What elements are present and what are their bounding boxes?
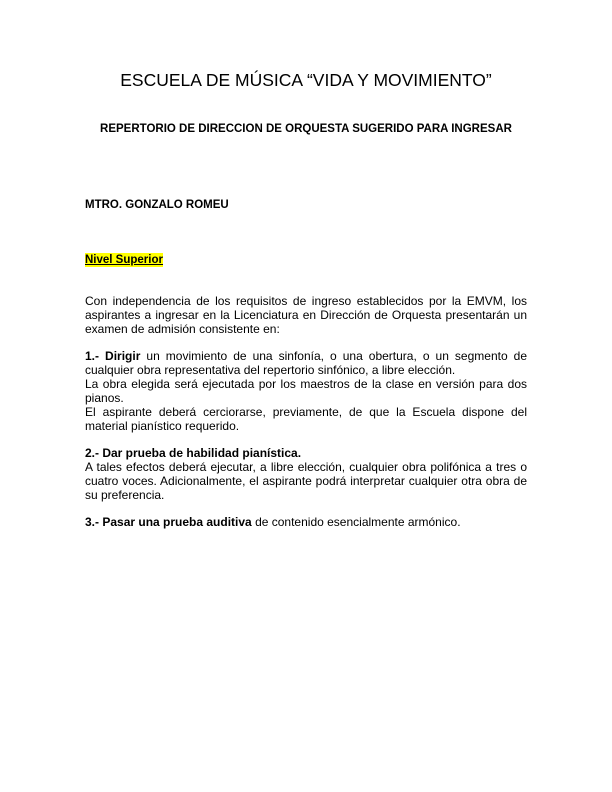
requirement-1-number: 1.- — [85, 349, 106, 363]
intro-text: Con independencia de los requisitos de ingreso establecidos por la EMVM, los aspirantes a ingresar en la Licenciatura en Dirección de Orquesta presentarán un examen de admisión consistente en: — [85, 294, 527, 336]
requirement-3-text: de contenido esencialmente armónico. — [251, 515, 461, 529]
intro-paragraph — [85, 294, 527, 336]
requirement-1-extra-2: El aspirante deberá cerciorarse, previamente, de que la Escuela dispone del material pianístico requerido. — [85, 405, 527, 433]
requirement-1-lead: Dirigir — [105, 349, 141, 363]
requirement-2-text: A tales efectos deberá ejecutar, a libre elección, cualquier obra polifónica a tres o cuatro voces. Adicionalmente, el aspirante podrá interpretar cualquier otra obra de su preferencia. — [85, 460, 527, 502]
requirement-2-heading — [85, 446, 527, 460]
requirement-1 — [85, 349, 527, 433]
requirement-1-text: un movimiento de una sinfonía, o una obertura, o un segmento de cualquier obra representativa del repertorio sinfónico, a libre elección. — [85, 349, 528, 377]
requirement-3-lead: 3.- Pasar una prueba auditiva — [85, 515, 252, 529]
author-name: MTRO. GONZALO ROMEU — [85, 199, 229, 211]
document-title: ESCUELA DE MÚSICA “VIDA Y MOVIMIENTO” — [120, 70, 492, 90]
requirement-2 — [85, 446, 527, 502]
requirement-1-extra-1: La obra elegida será ejecutada por los maestros de la clase en versión para dos pianos. — [85, 377, 527, 405]
level-heading: Nivel Superior — [85, 254, 163, 266]
document-subtitle: REPERTORIO DE DIRECCION DE ORQUESTA SUGERIDO PARA INGRESAR — [100, 123, 512, 135]
requirement-3 — [85, 515, 527, 529]
requirement-1-main — [85, 349, 527, 377]
requirement-2-heading-text: 2.- Dar prueba de habilidad pianística. — [85, 446, 302, 460]
requirement-3-main — [85, 515, 527, 529]
